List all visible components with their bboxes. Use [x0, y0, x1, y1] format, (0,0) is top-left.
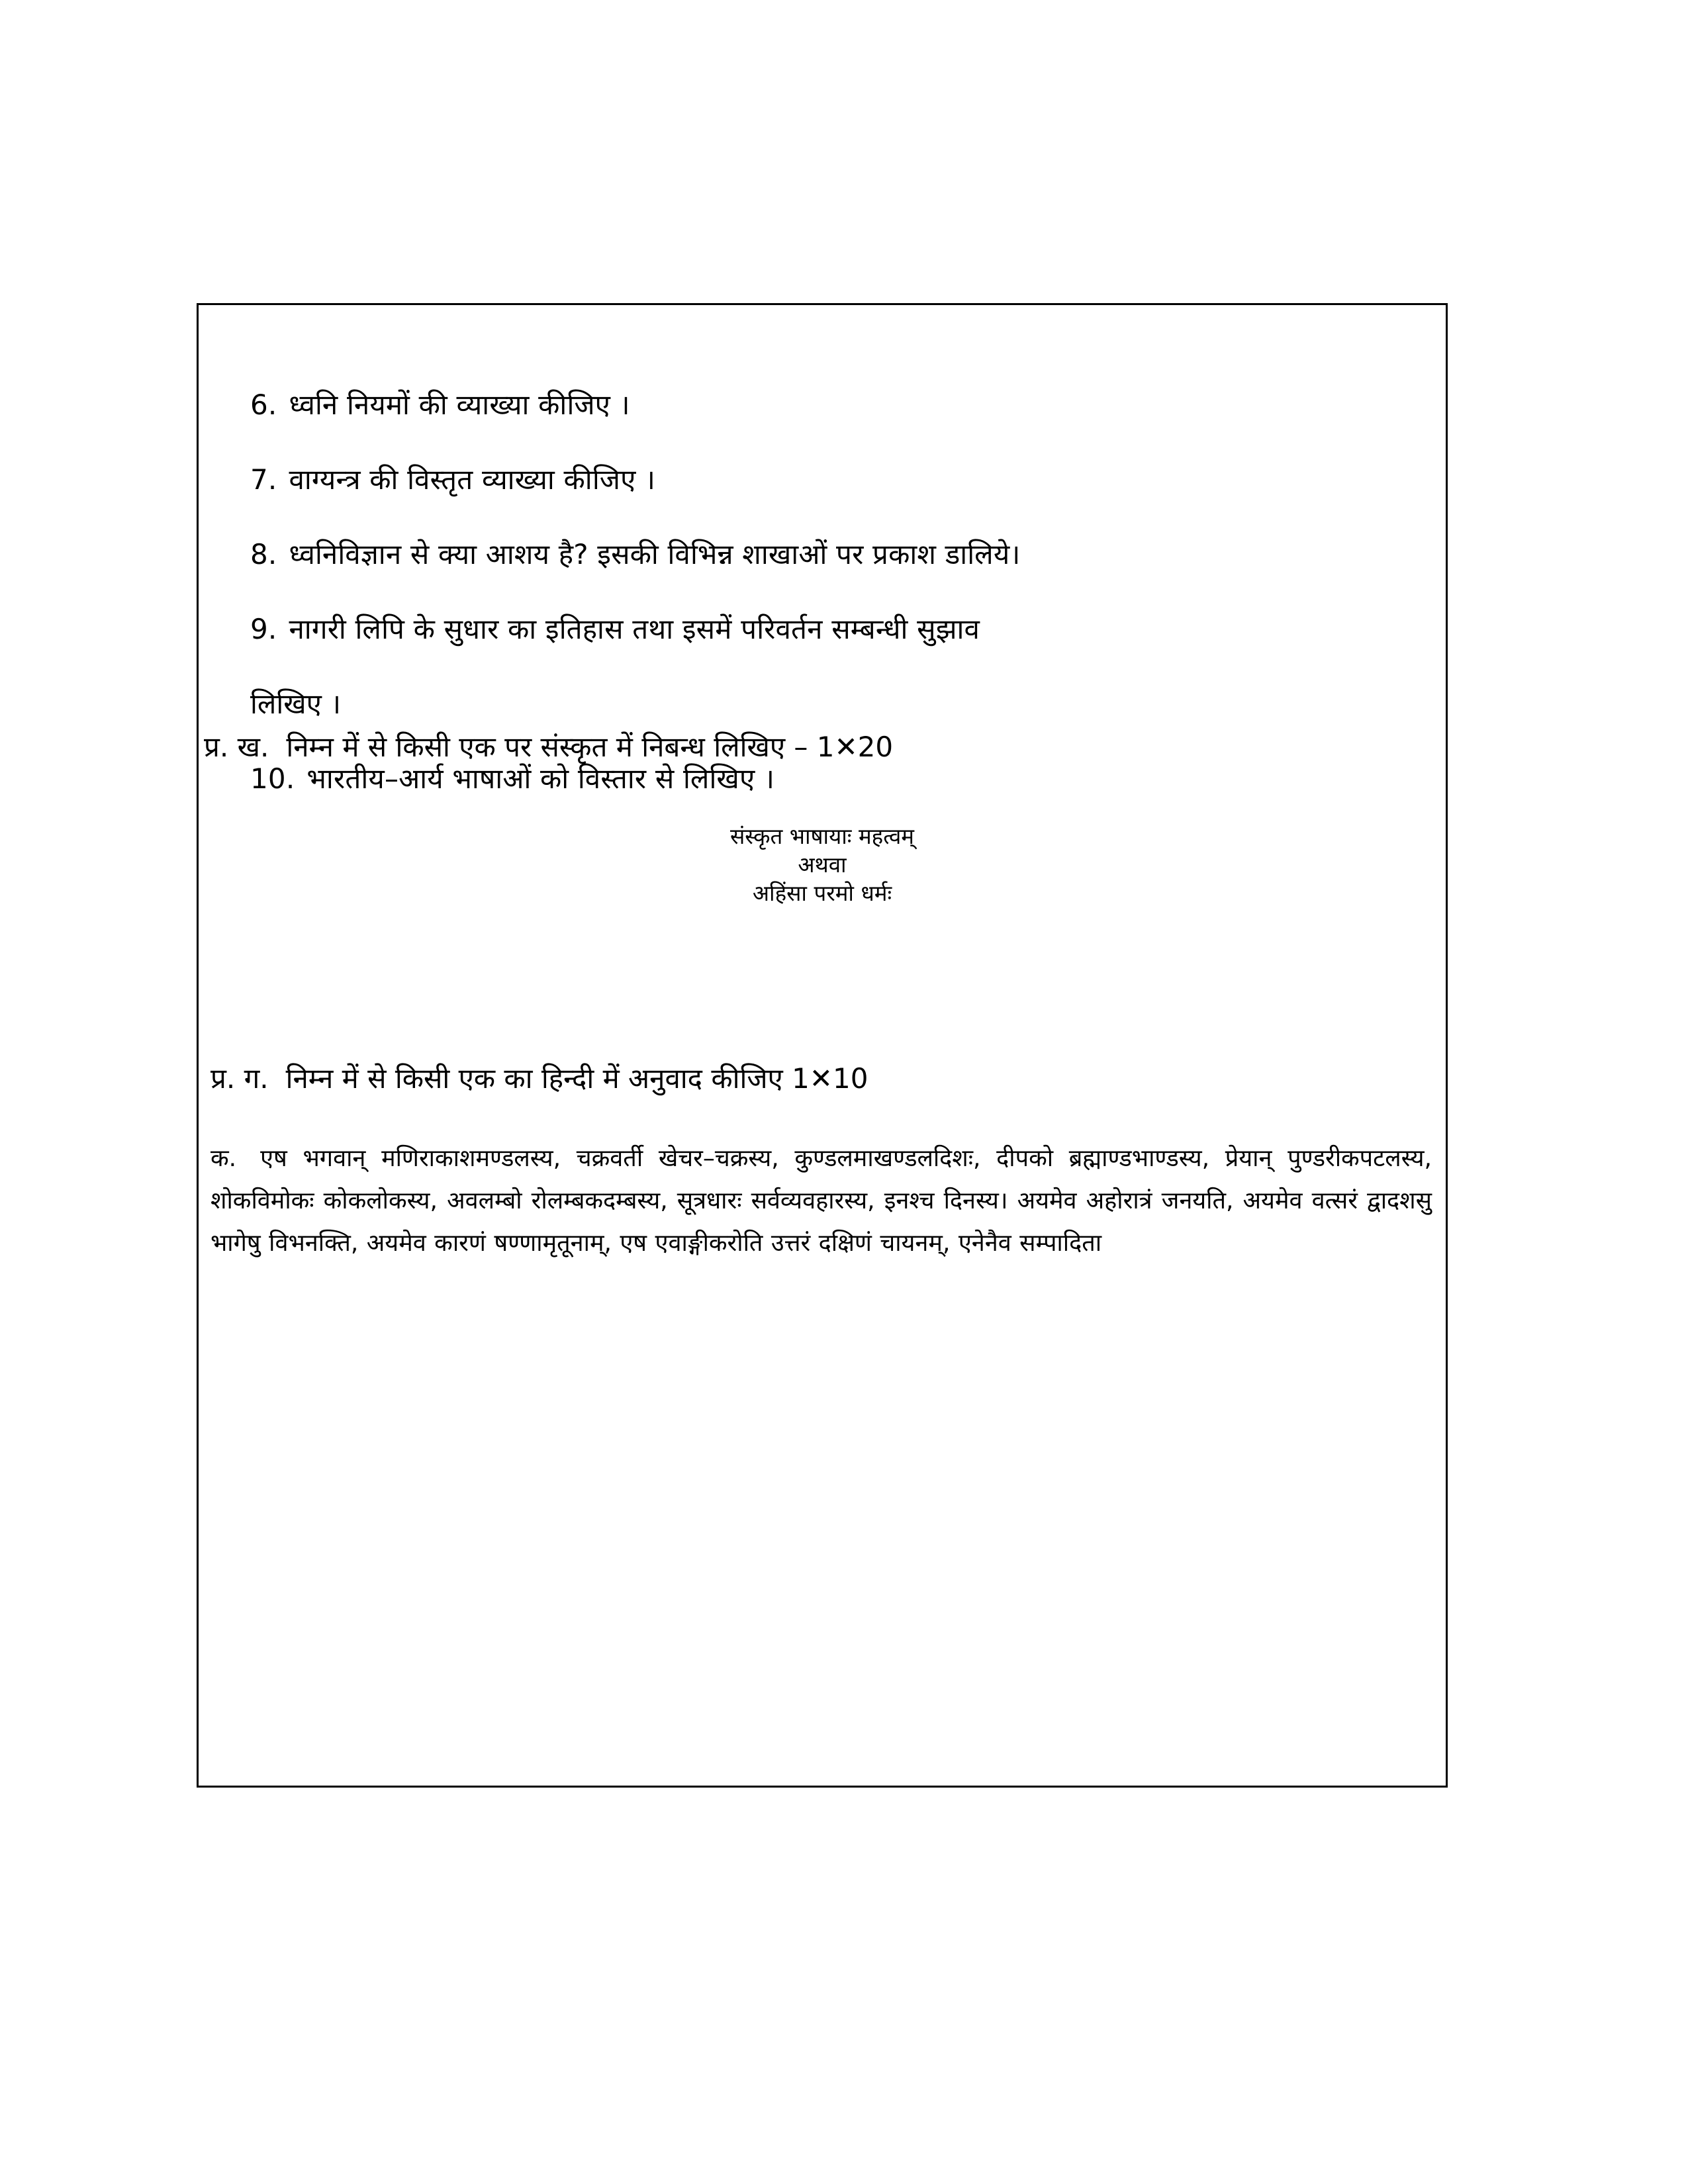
question-list	[250, 388, 1435, 840]
passage-body: एष भगवान् मणिराकाशमण्डलस्य, चक्रवर्ती खेचर–चक्रस्य, कुण्डलमाखण्डलदिशः, दीपको ब्रह्माण्डभाण्डस्य, प्रेयान् पुण्डरीकपटलस्य, शोकविमोकः कोकलोकस्य, अवलम्बो रोलम्बकदम्बस्य, सूत्रधारः सर्वव्यवहारस्य, इनश्च दिनस्य। अयमेव अहोरात्रं जनयति, अयमेव वत्सरं द्वादशसु भागेषु विभनक्ति, अयमेव कारणं षण्णामृतूनाम्, एष एवाङ्गीकरोति उत्तरं दक्षिणं चायनम्, एनेनैव सम्पादिता	[211, 1145, 1432, 1257]
question-number-8: 8.	[250, 538, 277, 570]
question-item-9	[250, 615, 1435, 643]
essay-topic-2: अहिंसा परमो धर्मः	[752, 880, 892, 906]
question-number-9: 9.	[250, 613, 277, 645]
question-item-8	[250, 538, 1435, 570]
essay-topic-separator: अथवा	[798, 851, 847, 878]
essay-topic-1: संस्कृत भाषायाः महत्वम्	[729, 823, 915, 849]
question-text-6: ध्वनि नियमों की व्याख्या कीजिए ।	[289, 388, 630, 421]
section-ga-instruction: निम्न में से किसी एक का हिन्दी में अनुवाद कीजिए 1✕10	[285, 1062, 868, 1095]
section-kha-instruction: निम्न में से किसी एक पर संस्कृत में निबन्ध लिखिए – 1✕20	[286, 731, 894, 763]
section-kha-label: प्र. ख.	[204, 731, 269, 763]
question-number-10: 10.	[250, 762, 295, 795]
section-heading-ga	[211, 1062, 868, 1095]
document-content	[199, 305, 1446, 1786]
passage-label-ka: क.	[211, 1145, 237, 1172]
question-text-9: नागरी लिपि के सुधार का इतिहास तथा इसमें परिवर्तन सम्बन्धी सुझाव	[289, 613, 980, 645]
question-text-10: भारतीय–आर्य भाषाओं को विस्तार से लिखिए ।	[306, 762, 775, 795]
section-ga-label: प्र. ग.	[211, 1062, 269, 1095]
question-text-7: वाग्यन्त्र की विस्तृत व्याख्या कीजिए ।	[289, 463, 656, 496]
question-item-10	[250, 762, 1435, 795]
section-heading-kha	[204, 733, 893, 761]
question-9-continuation: लिखिए ।	[250, 688, 342, 720]
question-text-8: ध्वनिविज्ञान से क्या आशय है? इसकी विभिन्न शाखाओं पर प्रकाश डालिये।	[289, 538, 1021, 570]
question-number-7: 7.	[250, 463, 277, 496]
question-number-6: 6.	[250, 388, 277, 421]
question-item-6	[250, 388, 1435, 421]
essay-topic-options	[199, 823, 1446, 908]
document-page-frame	[197, 303, 1448, 1788]
translation-passage	[211, 1138, 1432, 1265]
question-item-7	[250, 463, 1435, 496]
